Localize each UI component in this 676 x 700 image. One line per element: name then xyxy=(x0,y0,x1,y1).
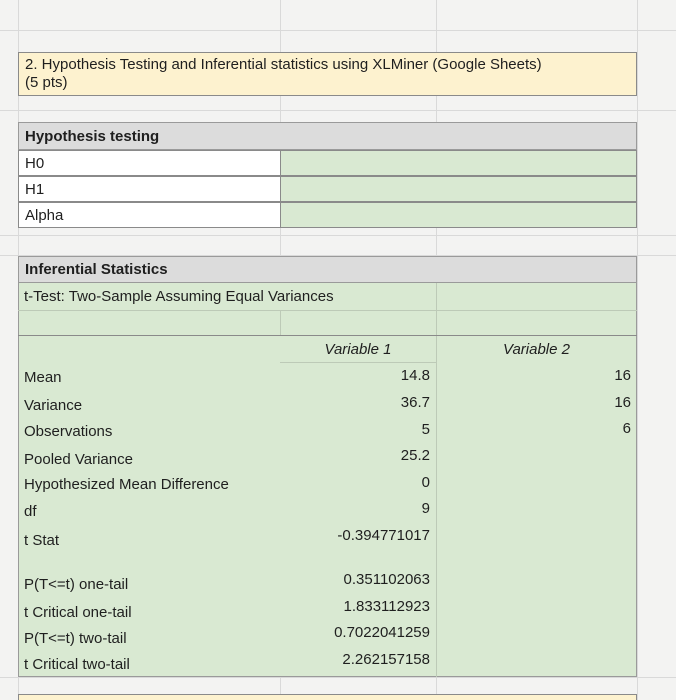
row-v1-t-stat[interactable] xyxy=(280,522,436,548)
row-label-p-one-tail[interactable] xyxy=(24,571,128,597)
row-v1-t-critical-one-tail[interactable] xyxy=(280,593,436,619)
variable1-header[interactable] xyxy=(280,336,436,362)
alpha-input[interactable] xyxy=(280,202,637,228)
h1-label[interactable] xyxy=(18,176,281,202)
row-v1-text: 1.833112923 xyxy=(343,597,430,615)
row-label-p-two-tail[interactable] xyxy=(24,625,127,651)
variable2-header[interactable] xyxy=(436,336,637,362)
row-label-text: P(T<=t) one-tail xyxy=(24,575,129,593)
h0-label[interactable] xyxy=(18,150,281,176)
row-label-text: Mean xyxy=(24,368,62,386)
row-v1-variance[interactable] xyxy=(280,389,436,415)
row-label-text: P(T<=t) two-tail xyxy=(24,629,127,647)
row-label-text: df xyxy=(24,502,37,520)
variable2-header-text: Variable 2 xyxy=(503,340,570,358)
variable1-header-text: Variable 1 xyxy=(324,340,392,358)
row-v1-text: 36.7 xyxy=(400,393,430,411)
h1-text: H1 xyxy=(25,180,45,198)
row-label-text: t Critical two-tail xyxy=(24,655,130,673)
test-name[interactable] xyxy=(24,283,334,310)
row-label-text: Pooled Variance xyxy=(24,450,133,468)
row-label-t-stat[interactable] xyxy=(24,527,59,553)
row-v1-text: 0.351102063 xyxy=(343,570,430,588)
row-v2-variance[interactable] xyxy=(436,389,637,415)
row-label-text: t Stat xyxy=(24,531,60,549)
row-v1-hypothesized-mean-difference[interactable] xyxy=(280,469,436,495)
row-v1-mean[interactable] xyxy=(280,362,436,388)
row-v1-text: 0.7022041259 xyxy=(334,623,430,641)
row-v1-text: 2.262157158 xyxy=(342,650,430,668)
row-label-t-critical-two-tail[interactable] xyxy=(24,651,130,677)
row-label-pooled-variance[interactable] xyxy=(24,446,133,472)
row-label-text: t Critical one-tail xyxy=(24,603,132,621)
section-title-line1: 2. Hypothesis Testing and Inferential statistics using XLMiner (Google Sheets) xyxy=(25,56,542,73)
h0-text: H0 xyxy=(25,154,45,172)
row-v1-t-critical-two-tail[interactable] xyxy=(280,646,436,672)
h0-input[interactable] xyxy=(280,150,637,176)
row-label-observations[interactable] xyxy=(24,418,112,444)
row-v1-p-two-tail[interactable] xyxy=(280,619,436,645)
row-v1-text: 5 xyxy=(421,420,430,438)
row-label-text: Hypothesized Mean Difference xyxy=(24,475,229,493)
row-v1-pooled-variance[interactable] xyxy=(280,442,436,468)
inferential-header-label: Inferential Statistics xyxy=(25,261,168,278)
test-name-text: t-Test: Two-Sample Assuming Equal Variances xyxy=(24,288,334,305)
row-label-hypothesized-mean-difference[interactable] xyxy=(24,471,229,497)
row-v2-text: 6 xyxy=(622,419,631,437)
row-v2-observations[interactable] xyxy=(436,415,637,441)
next-section-cell[interactable] xyxy=(18,694,637,700)
row-v1-p-one-tail[interactable] xyxy=(280,566,436,592)
row-v1-text: 14.8 xyxy=(400,366,430,384)
row-v1-observations[interactable] xyxy=(280,416,436,442)
row-label-text: Observations xyxy=(24,422,113,440)
row-label-variance[interactable] xyxy=(24,392,82,418)
section-title[interactable] xyxy=(18,52,637,96)
row-v1-df[interactable] xyxy=(280,495,436,521)
alpha-label[interactable] xyxy=(18,202,281,228)
row-v1-text: 0 xyxy=(421,473,430,491)
row-v1-text: 25.2 xyxy=(400,446,430,464)
alpha-text: Alpha xyxy=(25,206,64,224)
row-label-text: Variance xyxy=(24,396,83,414)
section-title-line2: (5 pts) xyxy=(25,74,68,91)
row-v1-text: 9 xyxy=(421,499,430,517)
hypothesis-header[interactable] xyxy=(18,122,637,150)
inferential-header[interactable] xyxy=(18,256,637,283)
row-label-t-critical-one-tail[interactable] xyxy=(24,599,132,625)
row-label-df[interactable] xyxy=(24,498,37,524)
hypothesis-header-label: Hypothesis testing xyxy=(25,127,160,145)
row-label-mean[interactable] xyxy=(24,364,62,390)
row-v2-mean[interactable] xyxy=(436,362,637,388)
row-v2-text: 16 xyxy=(614,393,631,411)
row-v1-text: -0.394771017 xyxy=(337,526,430,544)
row-v2-text: 16 xyxy=(614,366,631,384)
h1-input[interactable] xyxy=(280,176,637,202)
